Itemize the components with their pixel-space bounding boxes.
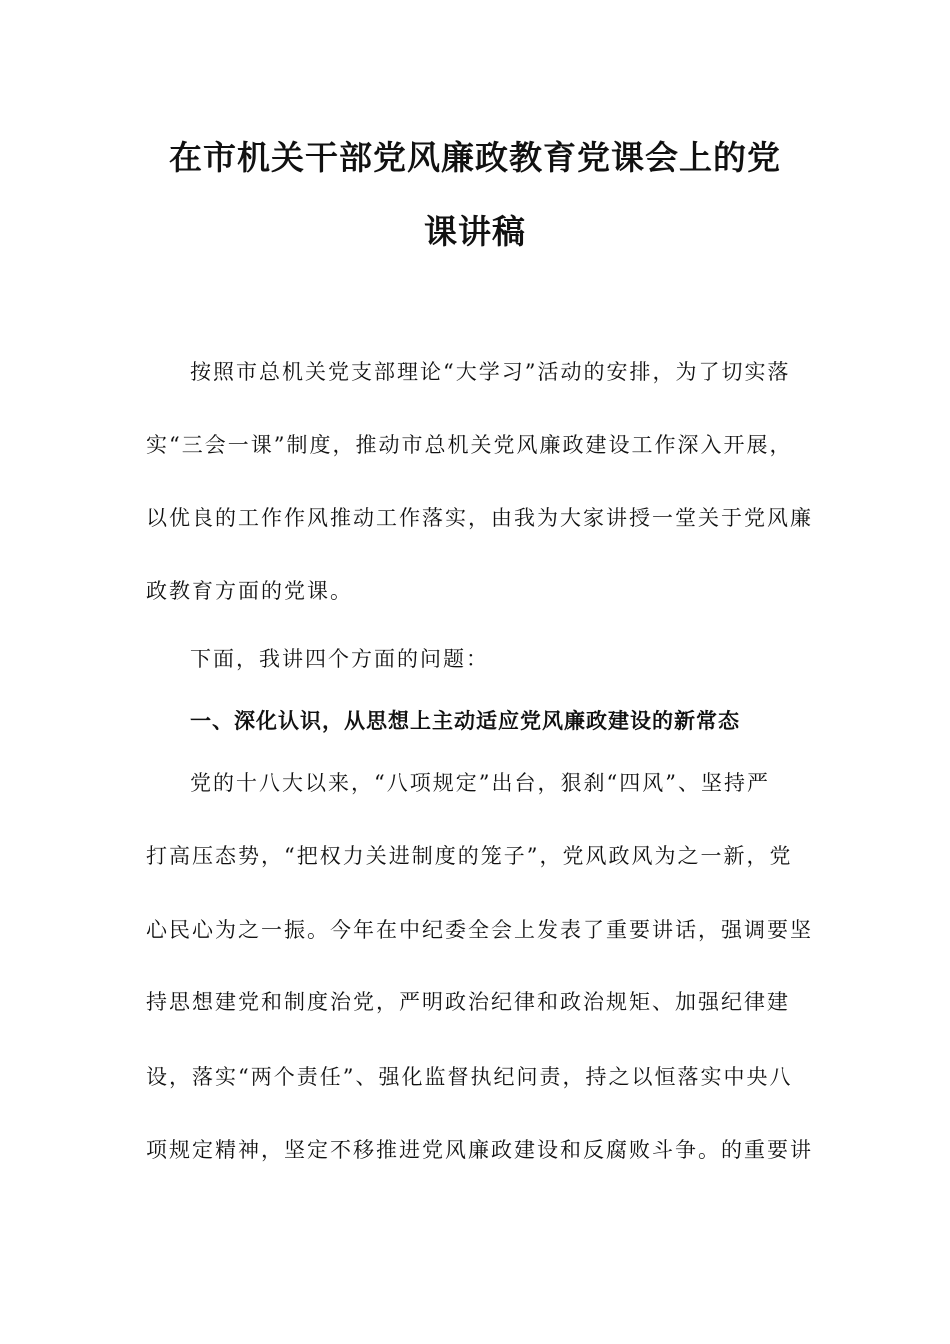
paragraph-line: 持思想建党和制度治党，严明政治纪律和政治规矩、加强纪律建: [146, 990, 790, 1014]
paragraph-line: 设，落实“两个责任”、强化监督执纪问责，持之以恒落实中央八: [146, 1065, 793, 1089]
paragraph-line: 项规定精神，坚定不移推进党风廉政建设和反腐败斗争。的重要讲: [146, 1138, 813, 1162]
section-heading: 一、深化认识，从思想上主动适应党风廉政建设的新常态: [190, 709, 740, 733]
paragraph-line: 党的十八大以来，“八项规定”出台，狠刹“四风”、坚持严: [190, 771, 770, 795]
paragraph-line: 实“三会一课”制度，推动市总机关党风廉政建设工作深入开展，: [146, 433, 793, 457]
paragraph-line: 下面，我讲四个方面的问题：: [190, 647, 489, 671]
paragraph-line: 打高压态势，“把权力关进制度的笼子”，党风政风为之一新，党: [146, 844, 793, 868]
paragraph-line: 政教育方面的党课。: [146, 579, 353, 603]
paragraph-line: 以优良的工作作风推动工作落实，由我为大家讲授一堂关于党风廉: [146, 506, 813, 530]
document-title-line-2: 课讲稿: [424, 212, 526, 251]
document-title-line-1: 在市机关干部党风廉政教育党课会上的党: [169, 138, 781, 177]
paragraph-line: 按照市总机关党支部理论“大学习”活动的安排，为了切实落: [190, 360, 791, 384]
paragraph-line: 心民心为之一振。今年在中纪委全会上发表了重要讲话，强调要坚: [146, 918, 813, 942]
